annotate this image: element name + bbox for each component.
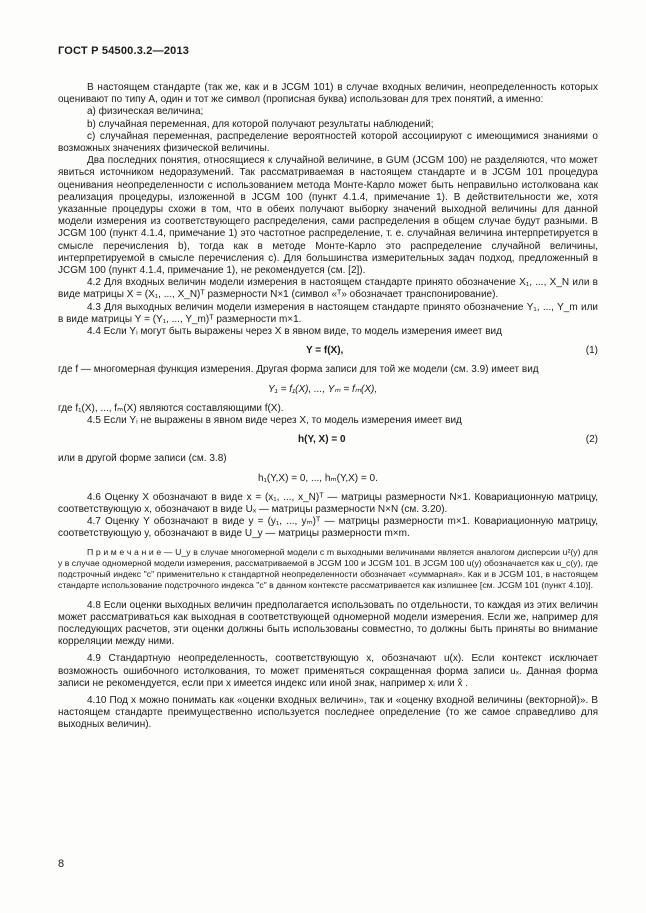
equation-h-formula: h₁(Y,X) = 0, ..., hₘ(Y,X) = 0.: [258, 472, 378, 484]
note-paragraph: П р и м е ч а н и е — U_y в случае многомерной модели с m выходными величинами является аналогом дисперсии u²(y) для y в случае одномерной модели измерения, рассматриваемой в JCGM 100 и JCGM 101. В JCGM 100 u(y) обозначается как u_c(y), где подстрочный индекс "c" применительно к стандартной неопределенности обозначает «суммарная». Как и в JCGM 101, в настоящем стандарте использование подстрочного индекса "c" в данном контексте рассматривается как излишнее [см. JCGM 101 (пункт 4.10)].: [58, 546, 598, 590]
list-item-b: b) случайная переменная, для которой получают результаты наблюдений;: [87, 118, 434, 130]
list-item-c: c) случайная переменная, распределение вероятностей которой ассоциируют с имеющимися знаниями о возможных значениях физической величины.: [58, 130, 598, 155]
clause-4-5: 4.5 Если Yᵢ не выражены в явном виде через X, то модель измерения имеет вид: [87, 415, 462, 427]
equation-1-number: (1): [585, 345, 598, 357]
document-header: ГОСТ Р 54500.3.2—2013: [58, 45, 190, 57]
equation-1: [58, 345, 598, 357]
clause-4-6: 4.6 Оценку X обозначают в виде x = (x₁, ..., x_N)ᵀ — матрицы размерности N×1. Ковариационную матрицу, соответствующую x, обозначают в виде Uₓ — матрицы размерности N×N (см. 3.20).: [58, 491, 598, 516]
equation-components-formula: Y₁ = f₁(X), ..., Yₘ = fₘ(X),: [268, 383, 378, 395]
equation-h-components: [58, 473, 598, 485]
intro-paragraph: В настоящем стандарте (так же, как и в JCGM 101) в случае входных величин, неопределенность которых оценивают по типу А, один и тот же символ (прописная буква) использован для трех понятий, а именно:: [58, 82, 598, 106]
clause-4-7: 4.7 Оценку Y обозначают в виде y = (y₁, ..., yₘ)ᵀ — матрицы размерности m×1. Ковариационную матрицу, соответствующую y, обозначают в виде U_y — матрицы размерности m×m.: [58, 516, 598, 540]
equation-components: [58, 384, 598, 396]
components-description: где f₁(X), ..., fₘ(X) являются составляющими f(X).: [58, 402, 284, 414]
page-number: 8: [58, 858, 65, 870]
equation-2-number: (2): [585, 434, 598, 446]
clause-4-4: 4.4 Если Yᵢ могут быть выражены через X в явном виде, то модель измерения имеет вид: [87, 326, 502, 338]
clause-4-3: 4.3 Для выходных величин модели измерения в настоящем стандарте принято обозначение Y₁, ..., Y_m или в виде матрицы Y = (Y₁, ..., Y_m)ᵀ размерности m×1.: [58, 301, 598, 325]
equation-1-formula: Y = f(X),: [306, 345, 344, 357]
clause-4-2: 4.2 Для входных величин модели измерения в настоящем стандарте принято обозначение X₁, ..., X_N или в виде матрицы X = (X₁, ..., X_N)ᵀ размерности N×1 (символ «ᵀ» обозначает транспонирование).: [58, 277, 598, 301]
list-item-a: a) физическая величина;: [87, 106, 204, 118]
clause-4-10: 4.10 Под x можно понимать как «оценки входных величин», так и «оценку входной величины (векторной)». В настоящем стандарте преимущественно используется последнее определение (то же самое справедливо для выходных величин).: [58, 695, 598, 731]
document-body: [58, 82, 598, 732]
function-description: где f — многомерная функция измерения. Другая форма записи для той же модели (см. 3.9) имеет вид: [58, 364, 539, 376]
equation-2-formula: h(Y, X) = 0: [298, 434, 346, 446]
paragraph-two-concepts: Два последних понятия, относящиеся к случайной величине, в GUM (JCGM 100) не разделяются, что может явиться источником недоразумений. Так рассматриваемая в настоящем стандарте и в JCGM 101 процедура оценивания неопределенности с использованием метода Монте-Карло может быть неправильно истолкована как реализация процедуры, изложенной в JCGM 100 (пункт 4.1.4, примечание 1). В действительности же, хотя указанные процедуры схожи в том, что в обеих получают выборку значений выходной величины для данной модели измерения из соответствующего распределения, сами распределения в общем случае будут разными. В JCGM 100 (пункт 4.1.4, примечание 1) это частотное распределение, т. е. случайная величина интерпретируется в смысле перечисления b), тогда как в методе Монте-Карло это распределение случайной величины, интерпретируемой в смысле перечисления c). Для большинства измерительных задач подход, предложенный в JCGM 100 (пункт 4.1.4, примечание 1), не рекомендуется (см. [2]).: [58, 155, 598, 277]
other-form-text: или в другой форме записи (см. 3.8): [58, 453, 227, 465]
equation-2: [58, 434, 598, 446]
clause-4-8: 4.8 Если оценки выходных величин предполагается использовать по отдельности, то каждая из этих величин может рассматриваться как выходная в соответствующей одномерной модели измерения. Если же, например для последующих расчетов, эти оценки должны быть использованы совместно, то должны быть приняты во внимание корреляции между ними.: [58, 599, 598, 648]
clause-4-9: 4.9 Стандартную неопределенность, соответствующую x, обозначают u(x). Если контекст исключает возможность ошибочного истолкования, то может применяться сокращенная форма записи uₓ. Данная форма записи не рекомендуется, если при x имеется индекс или иной знак, например xᵢ или x̂ .: [58, 653, 598, 689]
